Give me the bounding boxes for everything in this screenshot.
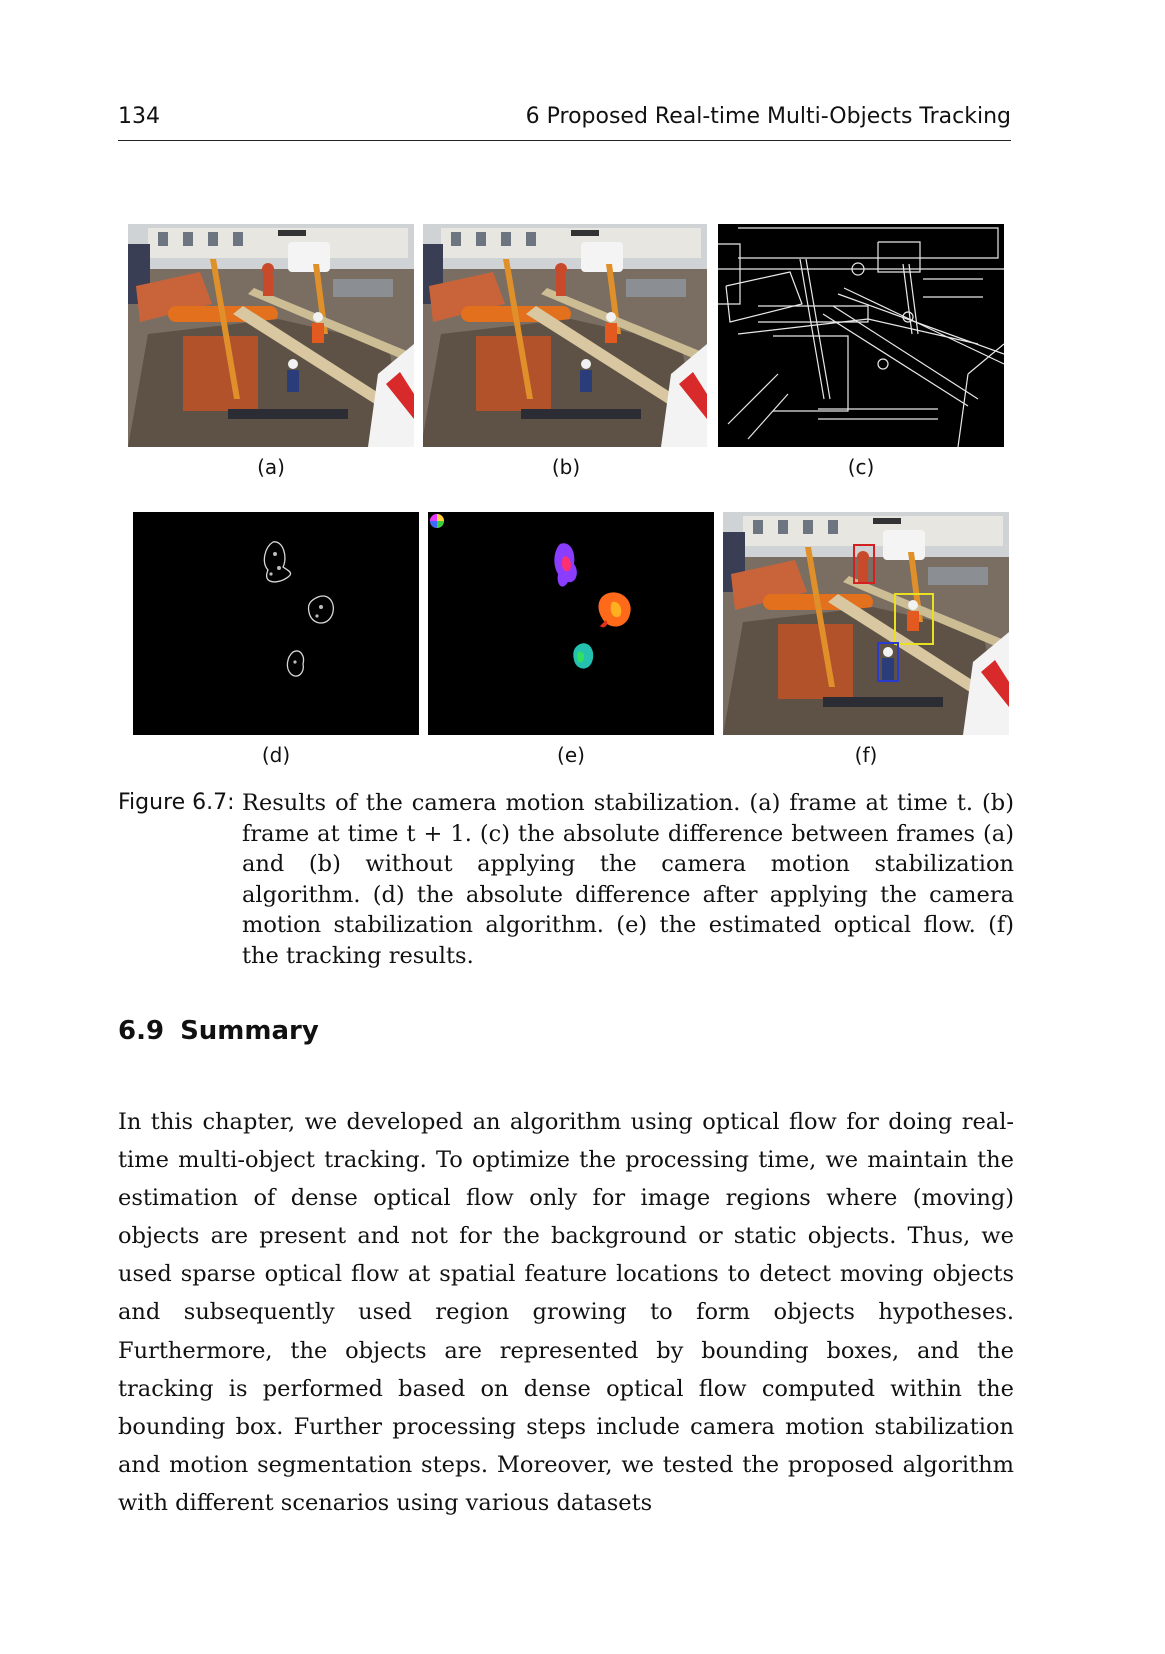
panel-b-image [423,224,709,447]
section-title: Summary [180,1016,319,1046]
page-number: 134 [118,104,160,129]
panel-e-label: (e) [557,743,585,767]
caption-label: Figure 6.7: [118,790,235,815]
page-header [118,100,1011,141]
panel-f-label: (f) [854,743,878,767]
section-heading [118,1016,319,1046]
panel-d-label: (d) [261,743,291,767]
panel-a-image [128,224,414,447]
running-title: 6 Proposed Real-time Multi-Objects Tracking [525,104,1011,129]
section-number: 6.9 [118,1016,165,1046]
panel-c-label: (c) [847,455,875,479]
panel-b-label: (b) [551,455,581,479]
body-paragraph: In this chapter, we developed an algorithm using optical flow for doing real-time multi-object tracking. To optimize the processing time, we maintain the estimation of dense optical flow only for image regions where (moving) objects are present and not for the background or static objects. Thus, we used sparse optical flow at spatial feature locations to detect moving objects and subsequently used region growing to form objects hypotheses. Furthermore, the objects are represented by bounding boxes, and the tracking is performed based on dense optical flow computed within the bounding box. Further processing steps include camera motion stabilization and motion segmentation steps. Moreover, we tested the proposed algorithm with different scenarios using various datasets [118,1109,1014,1516]
panel-c-image [718,224,1004,447]
panel-d-image [133,512,419,735]
panel-a-label: (a) [257,455,285,479]
caption-text: Results of the camera motion stabilization. (a) frame at time t. (b) frame at time t + 1. (c) the absolute difference between frames (a) and (b) without applying the camera motion stabilization algorithm. (d) the absolute difference after applying the camera motion stabilization algorithm. (e) the estimated optical flow. (f) the tracking results. [242,790,1014,969]
flow-color-wheel-icon [430,514,444,528]
panel-e-image [428,512,714,735]
panel-f-image [723,512,1009,735]
